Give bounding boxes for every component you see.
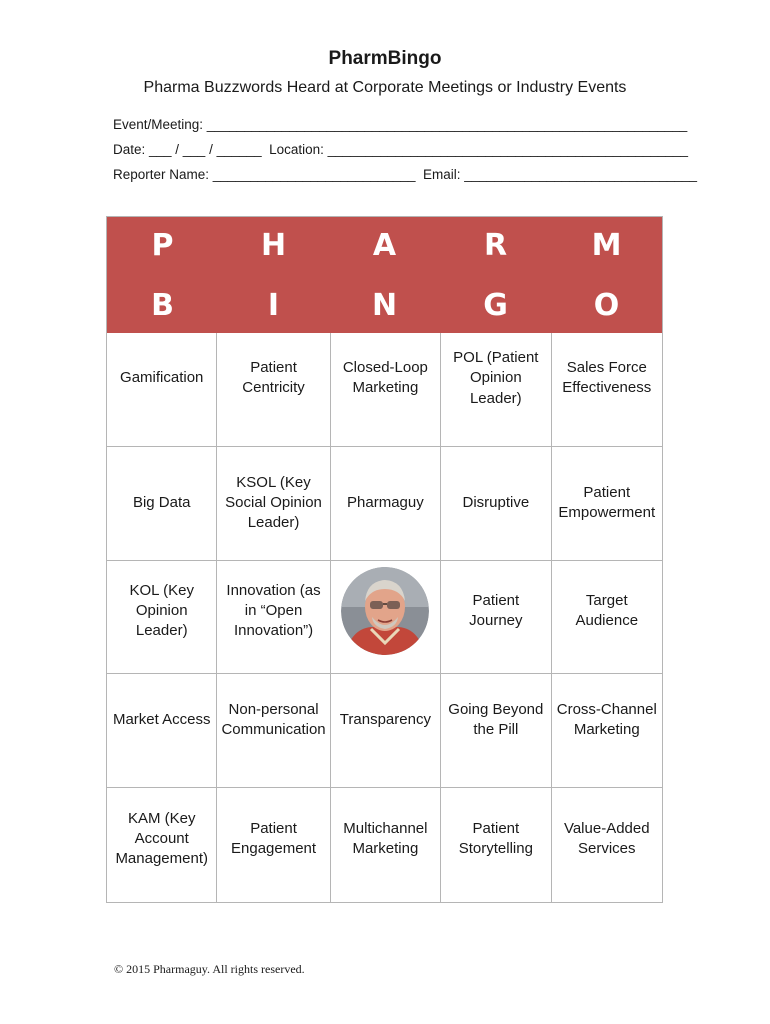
bingo-cell[interactable]: Patient Empowerment [552,447,662,561]
bingo-cell[interactable]: Innovation (as in “Open Innovation”) [217,561,330,675]
header-letter: M [591,228,622,263]
bingo-cell[interactable]: Closed-Loop Marketing [331,333,441,447]
header-letter: N [371,288,398,323]
bingo-cell[interactable]: Big Data [107,447,217,561]
header-letter: A [372,228,397,263]
bingo-cell[interactable]: Transparency [331,674,441,788]
header-letter: B [151,288,174,323]
bingo-cell[interactable]: Multichannel Marketing [331,788,441,902]
bingo-cell[interactable]: KSOL (Key Social Opinion Leader) [217,447,330,561]
bingo-cell[interactable]: Market Access [107,674,217,788]
header-letter: H [260,228,287,263]
bingo-cell[interactable]: Patient Centricity [217,333,330,447]
bingo-board [106,216,663,903]
bingo-grid [107,333,662,902]
pharmaguy-avatar [341,567,429,655]
bingo-cell[interactable]: Disruptive [441,447,551,561]
header-letter: O [593,288,620,323]
bingo-cell[interactable]: Target Audience [552,561,662,675]
bingo-cell[interactable]: POL (Patient Opinion Leader) [441,333,551,447]
bingo-cell[interactable]: Cross-Channel Marketing [552,674,662,788]
bingo-cell[interactable]: Patient Engagement [217,788,330,902]
bingo-cell[interactable]: Pharmaguy [331,447,441,561]
bingo-cell[interactable]: Patient Storytelling [441,788,551,902]
date-location-field[interactable]: Date: ___ / ___ / ______ Location: ________________________________________________ [113,142,689,157]
letters-row-top [107,217,662,275]
reporter-email-field[interactable]: Reporter Name: ___________________________ Email: _______________________________ [113,167,698,182]
bingo-cell[interactable]: KAM (Key Account Management) [107,788,217,902]
page-subtitle: Pharma Buzzwords Heard at Corporate Meetings or Industry Events [143,79,627,96]
page-title: PharmBingo [328,48,442,69]
header-letter: I [267,288,280,323]
header-letter: G [483,288,508,323]
header-letter: P [151,228,174,263]
header-letter: R [483,228,508,263]
bingo-cell[interactable]: Value-Added Services [563,819,650,858]
bingo-cell[interactable]: KOL (Key Opinion Leader) [107,561,217,675]
bingo-cell[interactable]: Going Beyond the Pill [441,674,551,788]
bingo-cell[interactable]: Patient Journey [441,561,551,675]
board-header [107,217,662,333]
bingo-cell[interactable]: Gamification [107,333,217,447]
copyright-notice: © 2015 Pharmaguy. All rights reserved. [114,962,305,976]
bingo-cell-free-space[interactable] [331,561,441,675]
bingo-cell[interactable]: Non-personal Communication [217,674,330,788]
letters-row-bottom [107,277,662,335]
bingo-cell[interactable]: Sales Force Effectiveness [552,333,662,447]
event-meeting-field[interactable]: Event/Meeting: ________________________________________________________________ [113,117,688,132]
